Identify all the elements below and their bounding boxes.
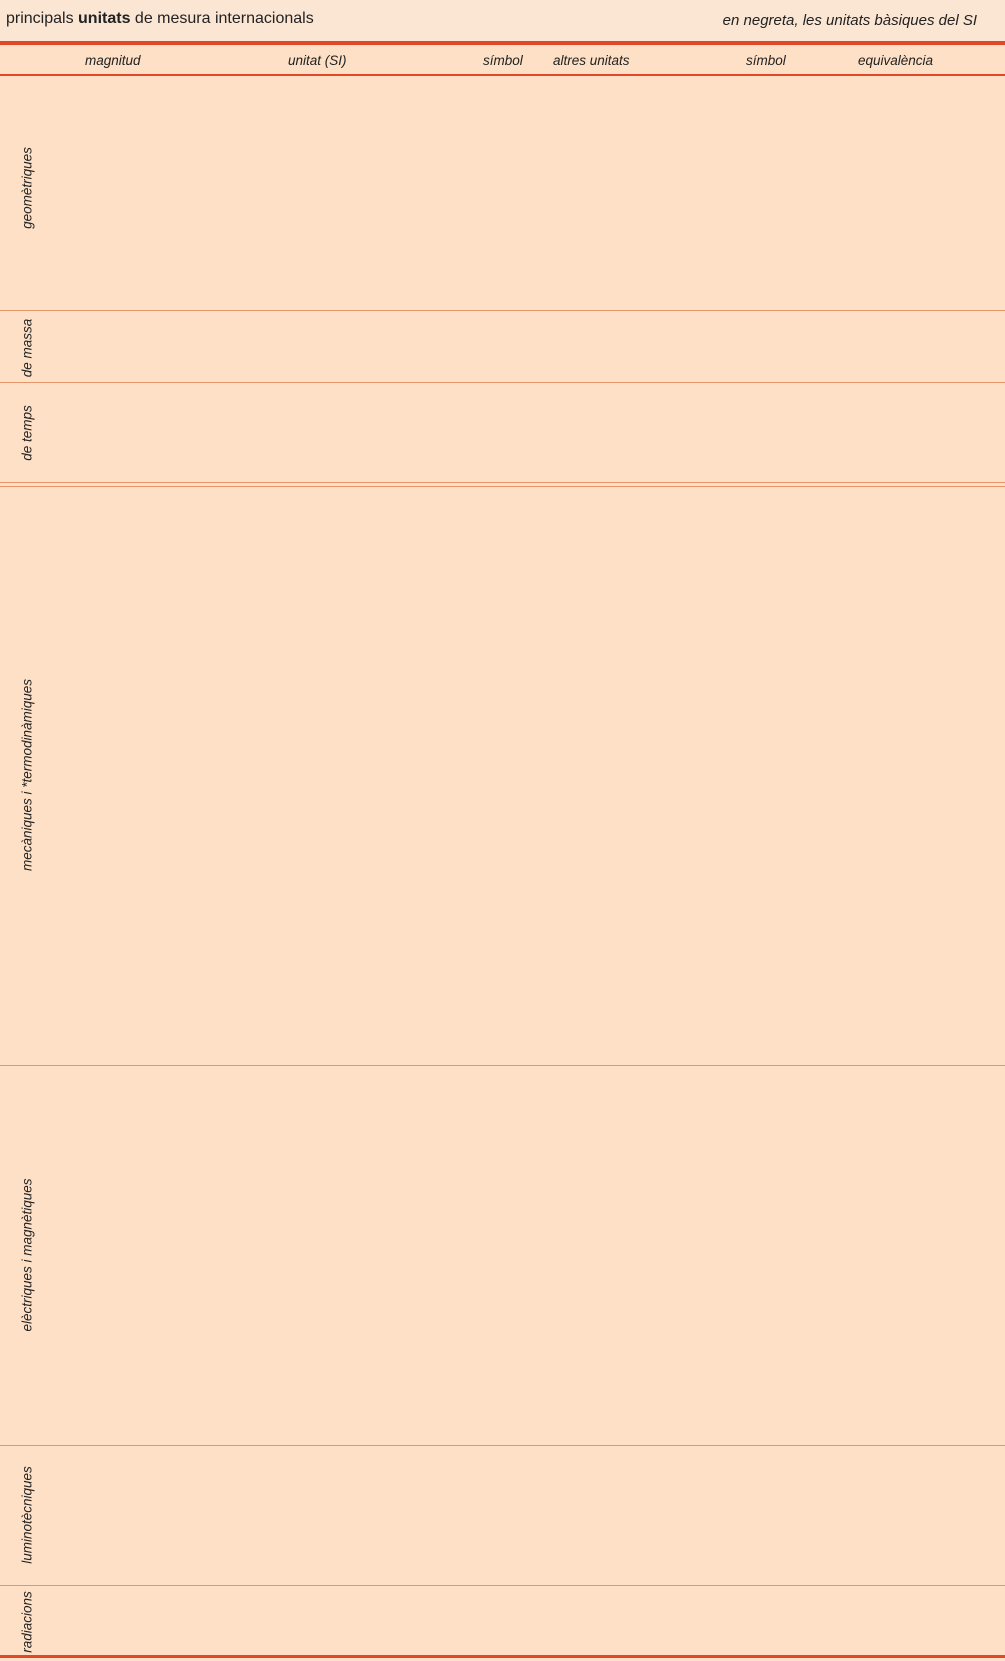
column-header-simbol-altres: símbol (746, 53, 786, 68)
header-top-line (0, 41, 1005, 45)
column-header-magnitud: magnitud (85, 53, 141, 68)
page-subtitle: en negreta, les unitats bàsiques del SI (722, 12, 977, 29)
column-header-unitat: unitat (SI) (288, 53, 347, 68)
group-divider (0, 1445, 1005, 1446)
group-divider (0, 486, 1005, 487)
group-divider (0, 310, 1005, 311)
group-label-radiacions: radiacions (19, 1591, 35, 1653)
page-title: principals unitats de mesura internacionals (6, 10, 314, 27)
group-divider (0, 482, 1005, 483)
group-label-geometriques: geomètriques (19, 147, 35, 229)
group-divider (0, 382, 1005, 383)
header-bottom-line (0, 74, 1005, 76)
group-label-mecaniques: mecàniques i *termodinàmiques (19, 678, 35, 872)
group-label-massa: de massa (19, 318, 35, 378)
group-divider (0, 1585, 1005, 1586)
group-label-temps: de temps (19, 405, 35, 461)
column-header-equivalencia: equivalència (858, 53, 934, 68)
group-divider (0, 1065, 1005, 1066)
group-label-luminotecniques: luminotècniques (19, 1466, 35, 1564)
group-label-electriques: elèctriques i magnètiques (19, 1178, 35, 1332)
column-header-altres-unitats: altres unitats (553, 53, 630, 68)
table-bottom-line (0, 1655, 1005, 1658)
column-header-simbol: símbol (483, 53, 523, 68)
